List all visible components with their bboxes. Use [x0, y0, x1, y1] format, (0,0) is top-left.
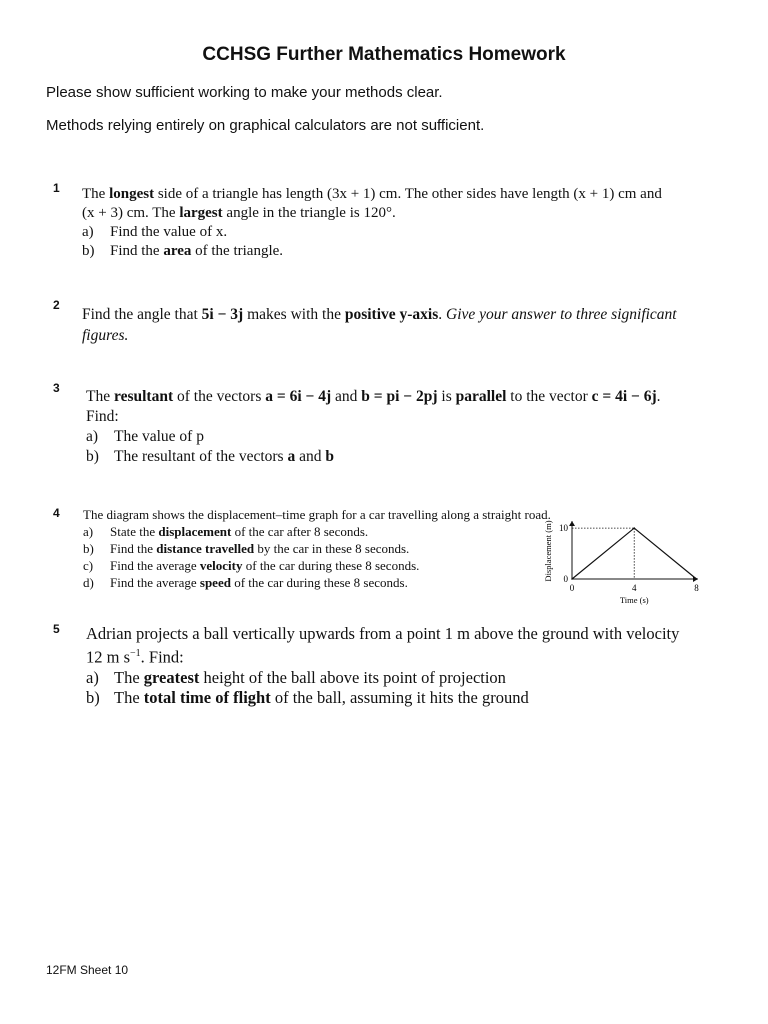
- question-5-number: 5: [53, 622, 60, 636]
- x-tick-label: 0: [569, 583, 575, 593]
- question-1-line-1: The longest side of a triangle has length (3x + 1) cm. The other sides have length (x + 1) cm and: [82, 186, 662, 202]
- instruction-calculators: Methods relying entirely on graphical calculators are not sufficient.: [46, 117, 485, 134]
- question-1: [82, 185, 722, 261]
- x-tick-label: 4: [631, 583, 637, 593]
- x-axis-label: Time (s): [619, 595, 649, 605]
- y-tick-label: 0: [563, 574, 568, 584]
- data-point: [696, 578, 698, 580]
- y-tick-label: 10: [559, 523, 568, 534]
- question-5: Adrian projects a ball vertically upwards from a point 1 m above the ground with velocity 12 m $s^{-1}$. Find: a) The greatest height of the ball above its point of projection b) The total time of flight of the ball, assuming it hits the ground: [86, 624, 680, 707]
- question-2: Find the angle that 5i − 3j makes with the positive y-axis. Give your answer to three significant figures.: [82, 306, 677, 344]
- question-1-number: 1: [53, 181, 60, 195]
- displacement-time-graph: [538, 515, 708, 610]
- question-4-number: 4: [53, 506, 60, 520]
- data-point: [571, 578, 573, 580]
- x-tick-label: 8: [694, 583, 699, 593]
- question-1-line-2: (x + 3) cm. The largest angle in the triangle is 120°.: [82, 205, 396, 221]
- question-2-number: 2: [53, 298, 60, 312]
- page-title: CCHSG Further Mathematics Homework: [202, 44, 566, 65]
- question-4: The diagram shows the displacement–time graph for a car travelling along a straight road. a) State the displacement of the car after 8 seconds. b) Find the distance travelled by the car in these 8 seconds. c) Find the average velocity of the car during these 8 seconds. d) Find the average speed of the car during these 8 seconds.: [83, 507, 551, 590]
- question-1-part-a: a) Find the value of x.: [82, 224, 228, 240]
- footer-sheet-label: 12FM Sheet 10: [46, 963, 129, 977]
- question-3-number: 3: [53, 381, 60, 395]
- question-1-part-b: b) Find the area of the triangle.: [82, 243, 284, 259]
- instruction-working-text: Please show sufficient working to make your methods clear.: [46, 84, 443, 101]
- y-axis-arrow: [569, 521, 575, 526]
- y-axis-label: Displacement (m): [543, 520, 553, 582]
- question-3: The resultant of the vectors a = 6i − 4j and b = pi − 2pj is parallel to the vector c = 4i − 6j. Find: a) The value of p b) The resultant of the vectors a and b: [86, 388, 661, 465]
